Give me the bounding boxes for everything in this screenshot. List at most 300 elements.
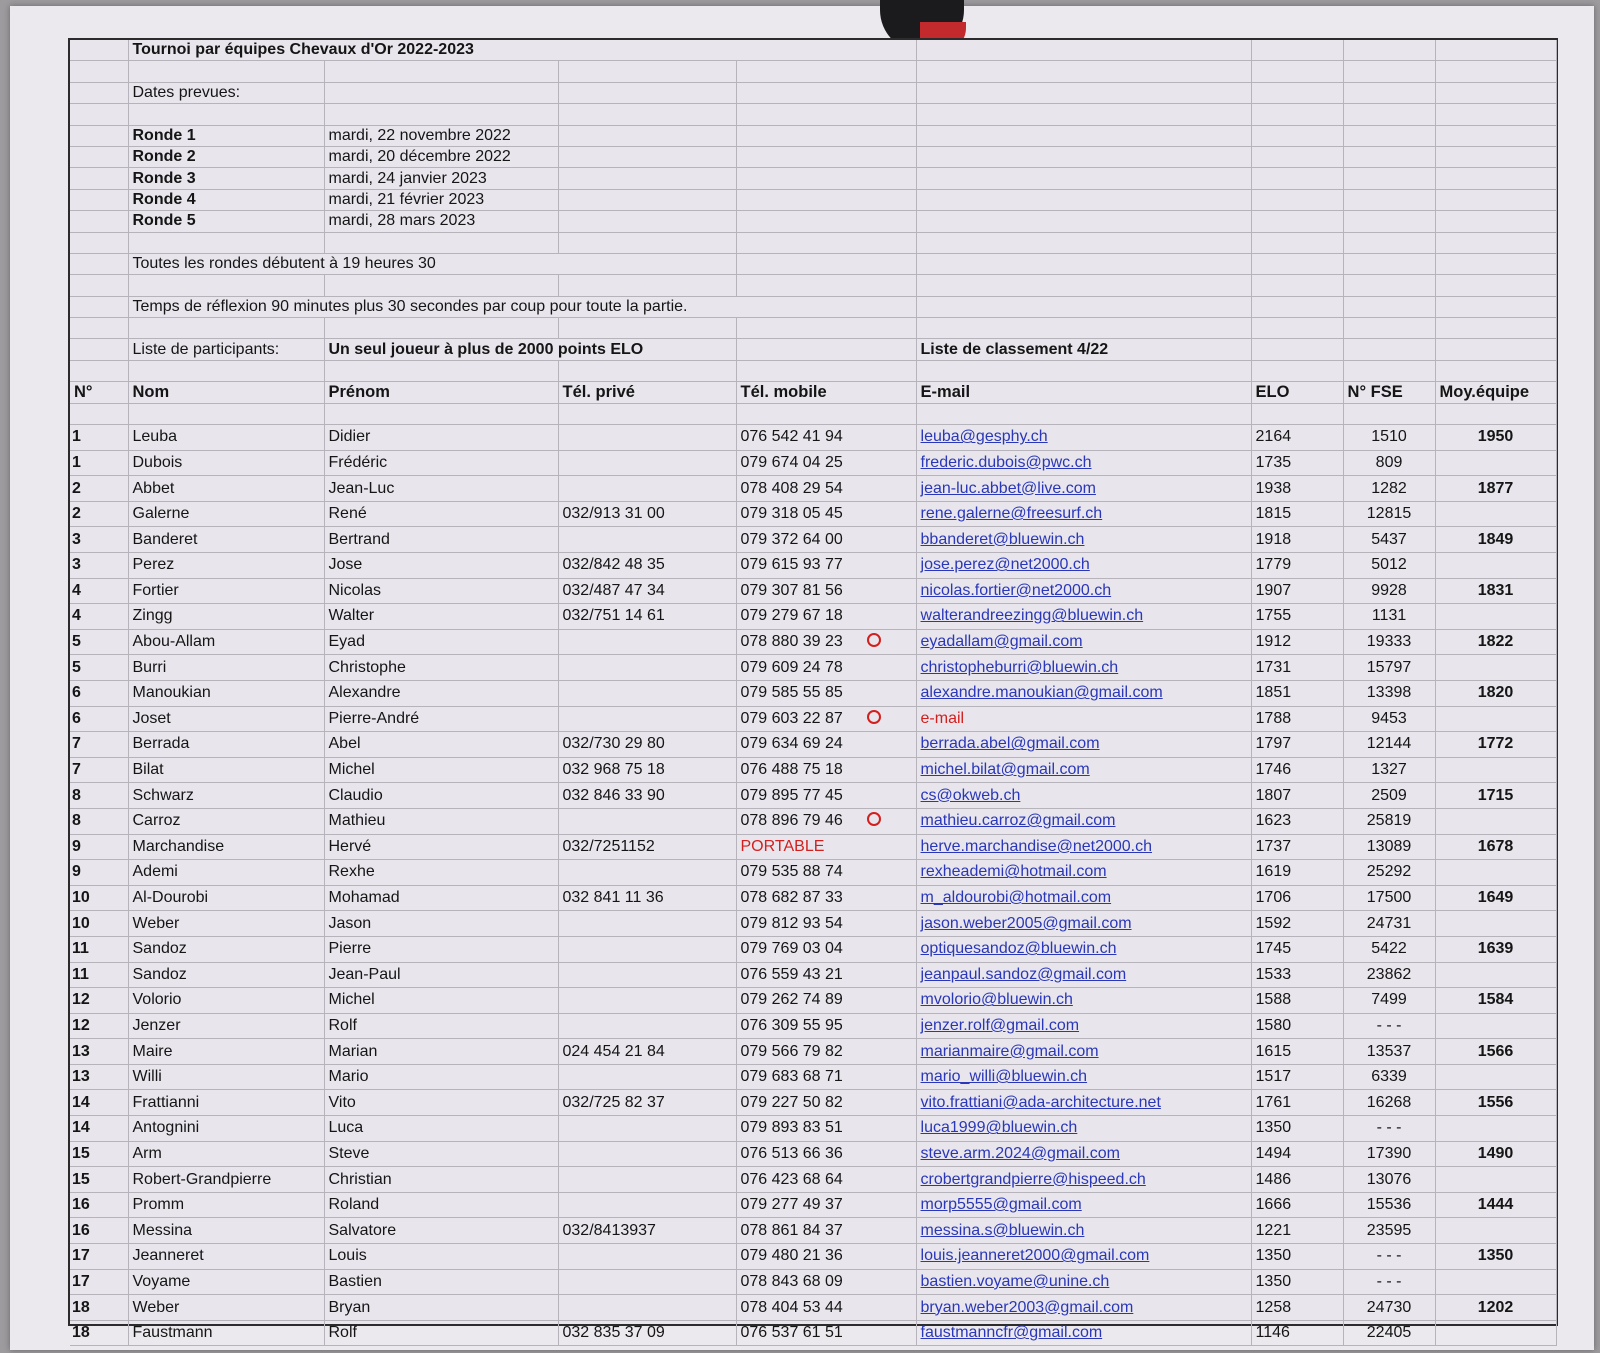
player-last-name: Leuba [132,428,177,446]
player-number: 8 [72,786,81,804]
player-email[interactable]: optiquesandoz@bluewin.ch [920,940,1117,958]
player-first-name: Michel [328,991,375,1009]
player-fse-number: 5012 [1371,556,1407,574]
player-mobile-phone: 076 513 66 36 [740,1144,843,1162]
player-first-name: Rolf [328,1016,357,1034]
player-email[interactable]: vito.frattiani@ada-architecture.net [920,1093,1161,1111]
player-mobile-phone: 079 318 05 45 [740,505,843,523]
player-number: 4 [72,607,81,625]
player-email[interactable]: jenzer.rolf@gmail.com [920,1016,1080,1034]
player-elo: 1755 [1255,607,1292,625]
player-first-name: Roland [328,1196,380,1214]
player-fse-number: 1327 [1371,761,1407,779]
player-mobile-phone: 076 537 61 51 [740,1324,843,1342]
player-first-name: Rolf [328,1324,357,1342]
table-row [70,629,1556,655]
column-header: Tél. mobile [736,382,916,403]
player-elo: 1731 [1255,658,1292,676]
player-last-name: Voyame [132,1272,191,1290]
player-private-phone: 032 968 75 18 [562,761,665,779]
player-last-name: Galerne [132,505,190,523]
player-fse-number: 23862 [1366,965,1412,983]
player-number: 9 [72,863,81,881]
player-elo: 1706 [1255,889,1292,907]
team-average: 1639 [1477,940,1514,958]
column-header: E-mail [916,382,1251,403]
player-mobile-phone: 079 535 88 74 [740,863,843,881]
player-number: 15 [72,1170,90,1188]
player-elo: 1797 [1255,735,1292,753]
player-elo: 1517 [1255,1068,1292,1086]
player-email[interactable]: michel.bilat@gmail.com [920,761,1090,779]
player-email[interactable]: eyadallam@gmail.com [920,633,1083,651]
column-header: Moy.équipe [1435,382,1556,403]
player-email[interactable]: faustmanncfr@gmail.com [920,1324,1103,1342]
player-first-name: Salvatore [328,1221,397,1239]
table-row [70,1295,1556,1321]
player-elo: 1619 [1255,863,1292,881]
player-number: 2 [72,479,81,497]
sheet-title: Tournoi par équipes Chevaux d'Or 2022-2023 [128,40,916,61]
player-email[interactable]: messina.s@bluewin.ch [920,1221,1085,1239]
player-number: 16 [72,1196,90,1214]
team-average: 1822 [1477,633,1514,651]
player-email[interactable]: louis.jeanneret2000@gmail.com [920,1247,1150,1265]
player-email: e-mail [920,709,965,727]
player-last-name: Robert-Grandpierre [132,1170,272,1188]
team-average: 1715 [1477,786,1514,804]
player-number: 8 [72,812,81,830]
player-private-phone: 032/487 47 34 [562,581,665,599]
player-email[interactable]: frederic.dubois@pwc.ch [920,453,1092,471]
table-row [70,962,1556,988]
player-fse-number: 17390 [1366,1144,1412,1162]
player-email[interactable]: mathieu.carroz@gmail.com [920,812,1116,830]
player-last-name: Jeanneret [132,1247,204,1265]
player-elo: 1779 [1255,556,1292,574]
player-email[interactable]: bbanderet@bluewin.ch [920,530,1085,548]
player-fse-number: 23595 [1366,1221,1412,1239]
player-number: 5 [72,633,81,651]
table-row [70,885,1556,911]
team-average: 1678 [1477,837,1514,855]
player-email[interactable]: walterandreezingg@bluewin.ch [920,607,1144,625]
player-elo: 1350 [1255,1119,1292,1137]
player-email[interactable]: jason.weber2005@gmail.com [920,914,1132,932]
table-row [70,1013,1556,1039]
player-last-name: Arm [132,1144,162,1162]
player-fse-number: 24731 [1366,914,1412,932]
player-mobile-phone: 079 893 83 51 [740,1119,843,1137]
player-last-name: Carroz [132,812,181,830]
player-mobile-phone: 078 408 29 54 [740,479,843,497]
table-row [70,808,1556,834]
table-row [70,860,1556,886]
player-first-name: Bastien [328,1272,382,1290]
player-elo: 1146 [1255,1324,1290,1342]
player-private-phone: 032/913 31 00 [562,505,665,523]
player-fse-number: - - - [1376,1247,1402,1265]
player-last-name: Abbet [132,479,175,497]
player-email[interactable]: luca1999@bluewin.ch [920,1119,1078,1137]
player-elo: 1666 [1255,1196,1292,1214]
player-fse-number: 1510 [1371,428,1407,446]
player-first-name: Alexandre [328,684,401,702]
player-fse-number: - - - [1376,1119,1402,1137]
player-last-name: Volorio [132,991,182,1009]
player-first-name: Steve [328,1144,370,1162]
player-email[interactable]: jose.perez@net2000.ch [920,556,1090,574]
team-average: 1849 [1477,530,1514,548]
player-first-name: Pierre-André [328,709,420,727]
player-fse-number: - - - [1376,1016,1402,1034]
player-fse-number: 15797 [1366,658,1412,676]
player-last-name: Frattianni [132,1093,200,1111]
player-last-name: Schwarz [132,786,194,804]
player-mobile-phone: 079 769 03 04 [740,940,843,958]
player-last-name: Zingg [132,607,173,625]
round-name: Ronde 4 [128,189,324,210]
player-fse-number: 12815 [1366,505,1412,523]
table-row [70,911,1556,937]
table-row [70,680,1556,706]
player-number: 2 [72,505,81,523]
player-mobile-phone: 079 683 68 71 [740,1068,843,1086]
player-email[interactable]: mario_willi@bluewin.ch [920,1068,1088,1086]
player-elo: 1851 [1255,684,1292,702]
player-elo: 1907 [1255,581,1292,599]
player-elo: 1761 [1255,1093,1292,1111]
table-row [70,450,1556,476]
player-number: 1 [72,453,81,471]
player-elo: 1350 [1255,1247,1292,1265]
player-private-phone: 032/730 29 80 [562,735,665,753]
team-average: 1350 [1477,1247,1514,1265]
column-header: Prénom [324,382,558,403]
player-elo: 1623 [1255,812,1292,830]
player-last-name: Ademi [132,863,178,881]
ranking-note: Liste de classement 4/22 [916,339,1251,360]
player-private-phone: 032/7251152 [562,837,655,855]
player-fse-number: 25819 [1366,812,1412,830]
red-circle-mark-icon [867,710,881,724]
player-mobile-phone: 079 812 93 54 [740,914,843,932]
player-email[interactable]: mvolorio@bluewin.ch [920,991,1073,1009]
player-first-name: Didier [328,428,371,446]
player-email[interactable]: bryan.weber2003@gmail.com [920,1298,1134,1316]
player-mobile-phone: 078 682 87 33 [740,889,843,907]
player-number: 1 [72,428,81,446]
player-elo: 1588 [1255,991,1292,1009]
player-email[interactable]: christopheburri@bluewin.ch [920,658,1119,676]
player-number: 11 [72,940,89,958]
team-average: 1820 [1477,684,1514,702]
red-circle-mark-icon [867,633,881,647]
player-number: 6 [72,684,81,702]
team-average: 1649 [1477,889,1514,907]
player-first-name: Rexhe [328,863,375,881]
player-first-name: Walter [328,607,375,625]
player-number: 15 [72,1144,90,1162]
round-name: Ronde 5 [128,211,324,232]
player-first-name: Abel [328,735,361,753]
round-date: mardi, 22 novembre 2022 [324,125,558,146]
player-mobile-phone: 076 559 43 21 [740,965,843,983]
table-row [70,1141,1556,1167]
table-row [70,988,1556,1014]
table-row [70,1269,1556,1295]
player-mobile-phone: 079 609 24 78 [740,658,843,676]
player-elo: 1258 [1255,1298,1292,1316]
player-mobile-phone: 079 307 81 56 [740,581,843,599]
player-fse-number: 13076 [1366,1170,1412,1188]
player-number: 17 [72,1272,90,1290]
player-number: 11 [72,965,89,983]
player-elo: 1815 [1255,505,1292,523]
player-first-name: Claudio [328,786,383,804]
player-first-name: Jose [328,556,363,574]
dates-label: Dates prevues: [128,82,324,103]
player-fse-number: 15536 [1366,1196,1412,1214]
team-average: 1584 [1477,991,1514,1009]
player-mobile-phone: 078 880 39 23 [740,633,843,651]
player-fse-number: 16268 [1366,1093,1412,1111]
table-row [70,476,1556,502]
player-number: 3 [72,530,81,548]
team-average: 1772 [1477,735,1514,753]
player-fse-number: 9453 [1371,709,1407,727]
table-row [70,757,1556,783]
player-email[interactable]: herve.marchandise@net2000.ch [920,837,1153,855]
player-elo: 1788 [1255,709,1292,727]
player-last-name: Dubois [132,453,183,471]
player-elo: 1938 [1255,479,1292,497]
player-elo: 1735 [1255,453,1292,471]
player-number: 7 [72,761,81,779]
table-row [70,1090,1556,1116]
table-row [70,1192,1556,1218]
player-number: 6 [72,709,81,727]
player-email[interactable]: morp5555@gmail.com [920,1196,1082,1214]
player-email[interactable]: alexandre.manoukian@gmail.com [920,684,1163,702]
player-elo: 1221 [1255,1221,1292,1239]
column-header: Tél. privé [558,382,736,403]
player-fse-number: 7499 [1371,991,1407,1009]
player-number: 9 [72,837,81,855]
player-last-name: Messina [132,1221,193,1239]
player-first-name: René [328,505,367,523]
player-private-phone: 032/725 82 37 [562,1093,665,1111]
round-date: mardi, 20 décembre 2022 [324,146,558,167]
player-mobile-phone: 079 585 55 85 [740,684,843,702]
player-first-name: Luca [328,1119,364,1137]
team-average: 1831 [1477,581,1514,599]
red-circle-mark-icon [867,812,881,826]
player-mobile-phone: 078 896 79 46 [740,812,843,830]
player-email[interactable]: cs@okweb.ch [920,786,1021,804]
player-fse-number: 809 [1375,453,1403,471]
player-email[interactable]: marianmaire@gmail.com [920,1042,1099,1060]
player-last-name: Banderet [132,530,198,548]
table-row [70,732,1556,758]
table-row [70,425,1556,451]
table-row [70,1167,1556,1193]
player-private-phone: 032 841 11 36 [562,889,664,907]
team-average: 1556 [1477,1093,1514,1111]
player-elo: 1912 [1255,633,1292,651]
player-mobile-phone: PORTABLE [740,837,825,855]
player-email[interactable]: nicolas.fortier@net2000.ch [920,581,1112,599]
player-elo: 1592 [1255,914,1292,932]
round-date: mardi, 28 mars 2023 [324,211,558,232]
player-email[interactable]: bastien.voyame@unine.ch [920,1272,1110,1290]
player-email[interactable]: jean-luc.abbet@live.com [920,479,1096,497]
player-email[interactable]: rexheademi@hotmail.com [920,863,1107,881]
team-average: 1566 [1477,1042,1514,1060]
player-last-name: Bilat [132,761,164,779]
player-mobile-phone: 076 309 55 95 [740,1016,843,1034]
player-mobile-phone: 076 423 68 64 [740,1170,843,1188]
player-private-phone: 032 835 37 09 [562,1324,665,1342]
player-mobile-phone: 076 542 41 94 [740,428,843,446]
player-fse-number: 2509 [1371,786,1407,804]
player-last-name: Antognini [132,1119,200,1137]
player-number: 12 [72,991,90,1009]
player-first-name: Vito [328,1093,356,1111]
player-mobile-phone: 079 279 67 18 [740,607,843,625]
player-elo: 2164 [1255,428,1292,446]
team-average: 1877 [1477,479,1514,497]
player-mobile-phone: 078 843 68 09 [740,1272,843,1290]
player-last-name: Berrada [132,735,190,753]
table-row [70,1116,1556,1142]
player-fse-number: 12144 [1366,735,1412,753]
player-first-name: Mohamad [328,889,400,907]
table-row [70,706,1556,732]
table-row [70,936,1556,962]
player-mobile-phone: 078 861 84 37 [740,1221,843,1239]
player-elo: 1494 [1255,1144,1292,1162]
table-row [70,834,1556,860]
table-row [70,578,1556,604]
player-email[interactable]: steve.arm.2024@gmail.com [920,1144,1120,1162]
spreadsheet [68,38,1558,1342]
player-last-name: Abou-Allam [132,633,216,651]
table-row [70,1218,1556,1244]
team-average: 1950 [1477,428,1514,446]
player-number: 10 [72,914,90,932]
player-fse-number: 22405 [1366,1324,1412,1342]
team-average: 1444 [1477,1196,1514,1214]
table-row [70,1064,1556,1090]
player-first-name: Jean-Paul [328,965,401,983]
player-last-name: Jenzer [132,1016,181,1034]
player-fse-number: 5437 [1371,530,1407,548]
player-first-name: Bertrand [328,530,390,548]
player-mobile-phone: 079 634 69 24 [740,735,843,753]
player-number: 10 [72,889,90,907]
player-first-name: Christian [328,1170,392,1188]
player-last-name: Willi [132,1068,162,1086]
player-last-name: Marchandise [132,837,225,855]
round-date: mardi, 24 janvier 2023 [324,168,558,189]
player-elo: 1486 [1255,1170,1292,1188]
player-mobile-phone: 078 404 53 44 [740,1298,843,1316]
table-row [70,553,1556,579]
player-mobile-phone: 079 262 74 89 [740,991,843,1009]
player-first-name: Eyad [328,633,365,651]
player-first-name: Michel [328,761,375,779]
player-fse-number: 13089 [1366,837,1412,855]
player-last-name: Burri [132,658,167,676]
player-fse-number: 5422 [1371,940,1407,958]
player-private-phone: 032/751 14 61 [562,607,665,625]
player-mobile-phone: 079 674 04 25 [740,453,843,471]
player-last-name: Al-Dourobi [132,889,209,907]
player-number: 18 [72,1324,90,1342]
player-number: 14 [72,1119,90,1137]
player-elo: 1580 [1255,1016,1292,1034]
player-fse-number: 19333 [1366,633,1412,651]
player-last-name: Faustmann [132,1324,213,1342]
player-last-name: Manoukian [132,684,211,702]
player-number: 18 [72,1298,90,1316]
player-email[interactable]: jeanpaul.sandoz@gmail.com [920,965,1127,983]
table-row [70,1320,1556,1346]
player-email[interactable]: rene.galerne@freesurf.ch [920,505,1103,523]
player-first-name: Mathieu [328,812,386,830]
player-fse-number: 1131 [1371,607,1407,625]
time-control-note: Temps de réflexion 90 minutes plus 30 secondes par coup pour toute la partie. [128,296,916,317]
player-last-name: Perez [132,556,175,574]
player-elo: 1737 [1255,837,1292,855]
player-mobile-phone: 079 480 21 36 [740,1247,843,1265]
start-time-note: Toutes les rondes débutent à 19 heures 30 [128,253,736,274]
player-first-name: Louis [328,1247,367,1265]
player-number: 13 [72,1068,90,1086]
player-elo: 1807 [1255,786,1292,804]
player-elo: 1746 [1255,761,1292,779]
player-first-name: Christophe [328,658,406,676]
player-first-name: Mario [328,1068,369,1086]
player-email[interactable]: leuba@gesphy.ch [920,428,1048,446]
player-email[interactable]: berrada.abel@gmail.com [920,735,1100,753]
player-fse-number: 9928 [1371,581,1407,599]
player-fse-number: 25292 [1366,863,1412,881]
elo-note: Un seul joueur à plus de 2000 points ELO [324,339,736,360]
player-first-name: Jason [328,914,372,932]
player-last-name: Weber [132,914,180,932]
player-mobile-phone: 079 372 64 00 [740,530,843,548]
player-fse-number: 1282 [1371,479,1407,497]
player-mobile-phone: 079 615 93 77 [740,556,843,574]
participants-label: Liste de participants: [128,339,324,360]
player-private-phone: 032/8413937 [562,1221,656,1239]
team-average: 1490 [1477,1144,1514,1162]
player-fse-number: - - - [1376,1272,1402,1290]
player-first-name: Pierre [328,940,372,958]
player-last-name: Maire [132,1042,173,1060]
player-mobile-phone: 079 566 79 82 [740,1042,843,1060]
player-fse-number: 13398 [1366,684,1412,702]
team-average: 1202 [1477,1298,1514,1316]
column-header: N° FSE [1343,382,1435,403]
player-first-name: Nicolas [328,581,381,599]
player-email[interactable]: crobertgrandpierre@hispeed.ch [920,1170,1146,1188]
column-header: N° [70,382,128,403]
player-email[interactable]: m_aldourobi@hotmail.com [920,889,1112,907]
player-first-name: Frédéric [328,453,388,471]
